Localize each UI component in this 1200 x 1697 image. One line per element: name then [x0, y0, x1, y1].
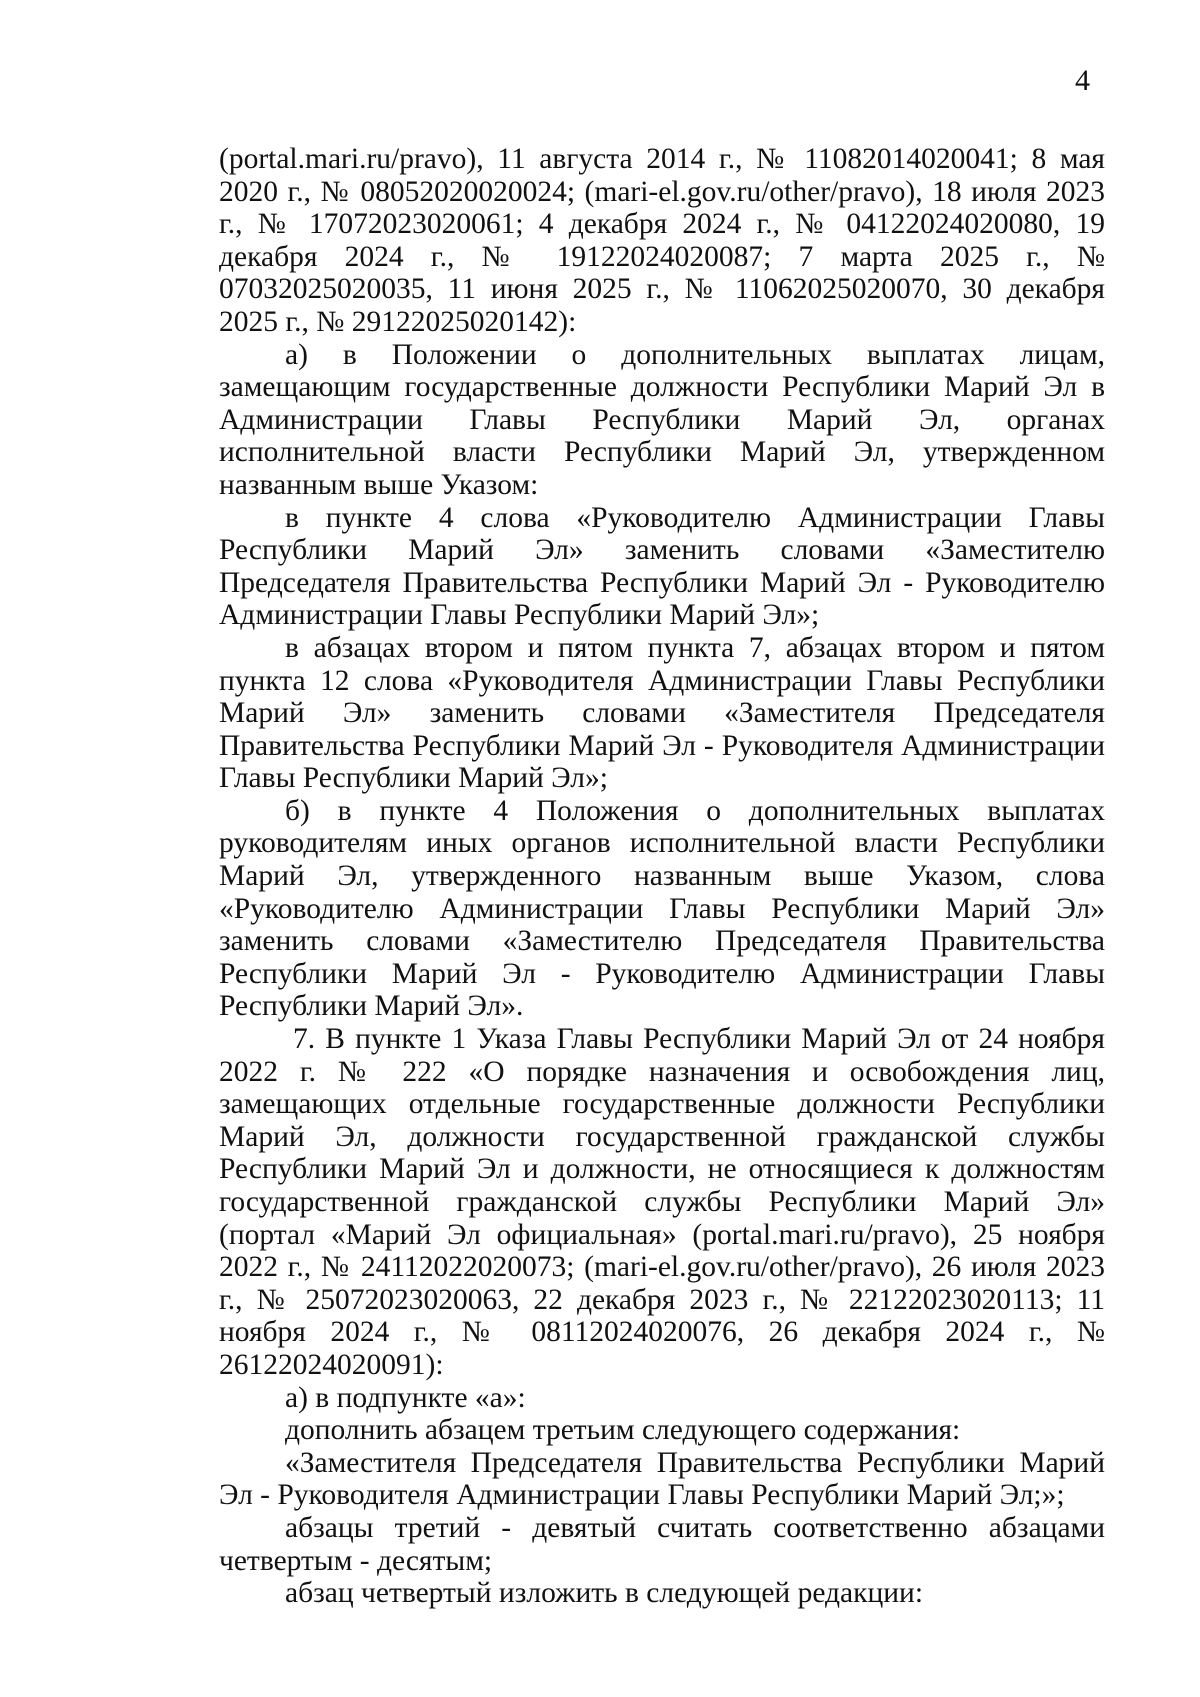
paragraph-item-7: 7. В пункте 1 Указа Главы Республики Марий Эл от 24 ноября 2022 г. № 222 «О порядке назначения и освобождения лиц, замещающих отдельные государственные должности Республики Марий Эл, должности государственной гражданской службы Республики Марий Эл и должности, не относящиеся к должностям государственной гражданской службы Республики Марий Эл» (портал «Марий Эл официальная» (portal.mari.ru/pravo), 25 ноября 2022 г., № 24112022020073; (mari-el.gov.ru/other/pravo), 26 июля 2023 г., № 25072023020063, 22 декабря 2023 г., № 22122023020113; 11 ноября 2024 г., № 08112024020076, 26 декабря 2024 г., № 26122024020091):: [219, 1023, 1105, 1381]
paragraph-subpoint-b: б) в пункте 4 Положения о дополнительных выплатах руководителям иных органов исполнительной власти Республики Марий Эл, утвержденного названным выше Указом, слова «Руководителю Администрации Главы Республики Марий Эл» заменить словами «Заместителю Председателя Правительства Республики Марий Эл - Руководителю Администрации Главы Республики Марий Эл».: [219, 794, 1105, 1023]
page-number: 4: [1075, 64, 1090, 97]
paragraph-quoted-position: «Заместителя Председателя Правительства Республики Марий Эл - Руководителя Администрации Главы Республики Марий Эл;»;: [219, 1446, 1105, 1512]
paragraph-subpoint-a-item-7: а) в подпункте «а»:: [285, 1381, 526, 1414]
paragraph-points-7-12-amendment: в абзацах втором и пятом пункта 7, абзацах втором и пятом пункта 12 слова «Руководителя Администрации Главы Республики Марий Эл» заменить словами «Заместителя Председателя Правительства Республики Марий Эл - Руководителя Администрации Главы Республики Марий Эл»;: [219, 631, 1105, 795]
paragraph-subpoint-a: а) в Положении о дополнительных выплатах лицам, замещающим государственные должности Республики Марий Эл в Администрации Главы Республики Марий Эл, органах исполнительной власти Республики Марий Эл, утвержденном названным выше Указом:: [219, 338, 1105, 501]
paragraph-fourth-redaction: абзац четвертый изложить в следующей редакции:: [285, 1577, 924, 1610]
paragraph-add-third: дополнить абзацем третьим следующего содержания:: [285, 1414, 961, 1447]
paragraph-renumber: абзацы третий - девятый считать соответственно абзацами четвертым - десятым;: [219, 1511, 1105, 1577]
document-body: [219, 143, 1105, 1610]
paragraph-citation-continuation: (portal.mari.ru/pravo), 11 августа 2014 г., № 11082014020041; 8 мая 2020 г., № 08052020020024; (mari-el.gov.ru/other/pravo), 18 июля 2023 г., № 17072023020061; 4 декабря 2024 г., № 04122024020080, 19 декабря 2024 г., № 19122024020087; 7 марта 2025 г., № 07032025020035, 11 июня 2025 г., № 11062025020070, 30 декабря 2025 г., № 29122025020142):: [219, 143, 1105, 338]
paragraph-point-4-amendment: в пункте 4 слова «Руководителю Администрации Главы Республики Марий Эл» заменить словами «Заместителю Председателя Правительства Республики Марий Эл - Руководителю Администрации Главы Республики Марий Эл»;: [219, 501, 1105, 632]
